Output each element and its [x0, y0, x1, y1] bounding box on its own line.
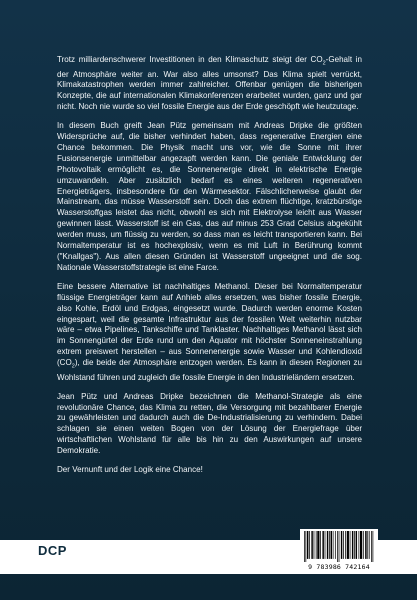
paragraph-hydrogen: In diesem Buch greift Jean Pütz gemeinsam mit Andreas Dripke die größten Widersprüche auf, die bisher verhindert haben, dass regenerative Energien eine Chance bekommen. Die Physik macht uns vor, wie die Sonne mit ihrer Fusionsenergie unmittelbar angezapft werden kann. Die geniale Entwicklung der Photovoltaik ermöglicht es, die Sonnenenergie direkt in elektrische Energie umzuwandeln. Aber zusätzlich bedarf es eines weiteren regenerativen Energieträgers, insbesondere für den Wärmesektor. Fälschlicherweise glaubt der Mainstream, das müsse Wasserstoff sein. Doch das extrem flüchtige, kratzbürstige Wasserstoffgas leistet das nicht, obwohl es sich mit Elektrolyse leicht aus Wasser gewinnen lässt. Wasserstoff ist ein Gas, das auf minus 253 Grad Celsius abgekühlt werden muss, um flüssig zu werden, so dass man es leicht transportieren kann. Bei Normaltemperatur ist es hochexplosiv, wenn es mit Luft in Berührung kommt ("Knallgas"). Aus allen diesen Gründen ist Wasserstoff ungeeignet und die sog. Nationale Wasserstoffstrategie ist eine Farce.	[57, 121, 362, 272]
slogan: Der Vernunft und der Logik eine Chance!	[57, 465, 203, 475]
co2-subscript-2: 2	[71, 363, 75, 370]
isbn-barcode	[300, 529, 378, 573]
isbn-number: 9 783986 742164	[308, 563, 370, 571]
blurb-text	[57, 55, 362, 484]
paragraph-methanol	[57, 282, 362, 384]
barcode-bars	[304, 531, 374, 562]
publisher-logo: DCP	[38, 543, 67, 558]
co2-subscript: 2	[322, 60, 326, 67]
paragraph-intro-text-b: -Gehalt in der Atmosphäre weiter an. War also alles umsonst? Das Klima spielt verrückt, Klimakatastrophen werden immer zahlreicher. Offenbar genügen die bisherigen Konzepte, die auf internationalen Klimakonferenzen erarbeitet wurden, ganz und gar nicht. Noch nie wurde so viel fossile Energie aus der Erde geschöpft wie heutzutage.	[57, 55, 362, 112]
paragraph-methanol-text-a: Eine bessere Alternative ist nachhaltiges Methanol. Dieser bei Normaltemperatur flüssige Energieträger kann auf Anhieb alles ersetzen, was bisher fossile Energie, also Kohle, Erdöl und Erdgas, eingesetzt wurde. Dadurch werden enorme Kosten eingespart, weil die gesamte Infrastruktur aus der fossilen Welt weiterhin nutzbar wäre – etwa Pipelines, Tankschiffe und Tanklaster. Nachhaltiges Methanol lässt sich im Sonnengürtel der Erde rund um den Äquator mit höchster Sonneneinstrahlung extrem preiswert herstellen – aus Sonnenenergie sowie Wasser und Kohlendioxid (CO	[57, 281, 362, 368]
paragraph-intro-text-a: Trotz milliardenschwerer Investitionen in den Klimaschutz steigt der CO	[57, 55, 323, 64]
paragraph-methanol-text-b: ), die beide der Atmosphäre entzogen werden. Es kann in diesen Regionen zu Wohlstand führen und zugleich die fossile Energie in den Industrieländern ersetzen.	[57, 358, 362, 382]
paragraph-authors: Jean Pütz und Andreas Dripke bezeichnen die Methanol-Strategie als eine revolutionäre Chance, das Klima zu retten, die Versorgung mit bezahlbarer Energie zu gewährleisten und dadurch auch die De-Industrialisierung zu verhindern. Dabei schlagen sie einen weiten Bogen von der Lösung der Energiefrage über wirtschaftlichen Wohlstand für alle bis hin zu den Auswirkungen auf unsere Demokratie.	[57, 391, 362, 456]
paragraph-intro	[57, 55, 362, 113]
